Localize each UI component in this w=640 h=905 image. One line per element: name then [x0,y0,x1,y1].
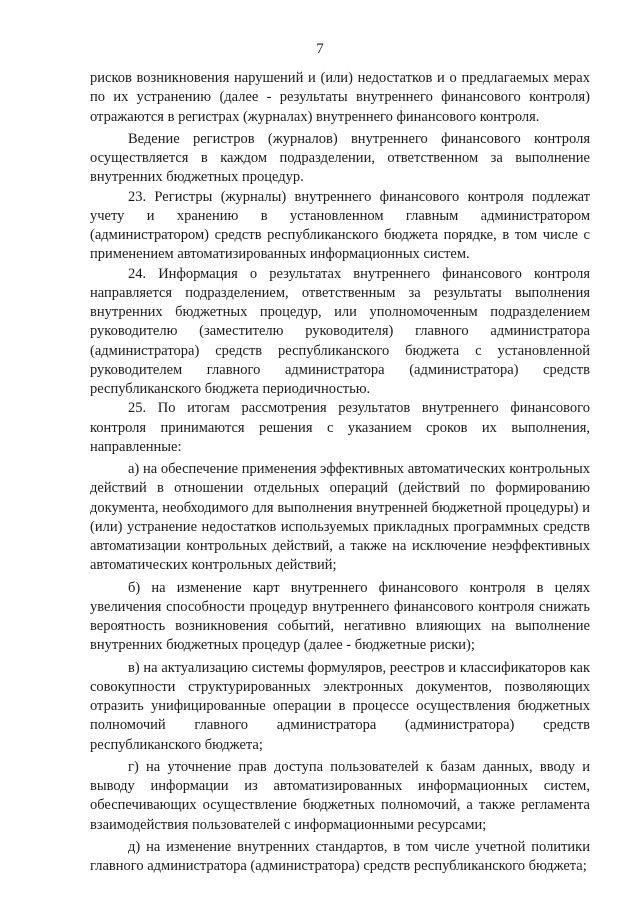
paragraph-registers-maintenance: Ведение регистров (журналов) внутреннего финансового контроля осуществляется в каждом подразделении, ответственном за выполнение внутренних бюджетных процедур. [90,130,590,186]
paragraph-subitem-g: г) на уточнение прав доступа пользователей к базам данных, вводу и выводу информации из автоматизированных информационных систем, обеспечивающих осуществление бюджетных полномочий, а также регламента взаимодействия пользователей с информационными ресурсами; [90,758,590,833]
document-body [90,69,590,876]
paragraph-subitem-d: д) на изменение внутренних стандартов, в том числе учетной политики главного администратора (администратора) средств республиканского бюджета; [90,838,590,874]
paragraph-subitem-v: в) на актуализацию системы формуляров, реестров и классификаторов как совокупности структурированных электронных документов, позволяющих отразить унифицированные операции в процессе осуществления бюджетных полномочий главного администратора (администратора) средств республиканского бюджета; [90,659,590,753]
paragraph-item-25: 25. По итогам рассмотрения результатов внутреннего финансового контроля принимаются решения с указанием сроков их выполнения, направленные: [90,400,590,455]
paragraph-item-24: 24. Информация о результатах внутреннего финансового контроля направляется подразделением, ответственным за результаты выполнения внутренних бюджетных процедур, или уполномоченным подразделением руководителю (заместителю руководителя) главного администратора (администратора) средств республиканского бюджета с установленной руководителем главного администратора (администратора) средств республиканского бюджета периодичностью. [90,265,590,397]
paragraph-item-23: 23. Регистры (журналы) внутреннего финансового контроля подлежат учету и хранению в установленном главным администратором (администратором) средств республиканского бюджета порядке, в том числе с применением автоматизированных информационных систем. [90,188,590,263]
paragraph-subitem-a: а) на обеспечение применения эффективных автоматических контрольных действий в отношении отдельных операций (действий по формированию документа, необходимого для выполнения внутренней бюджетной процедуры) и (или) устранение недостатков используемых прикладных программных средств автоматизации контрольных действий, а также на исключение неэффективных автоматических контрольных действий; [90,461,590,574]
paragraph-subitem-b: б) на изменение карт внутреннего финансового контроля в целях увеличения способности процедур внутреннего финансового контроля снижать вероятность возникновения событий, негативно влияющих на выполнение внутренних бюджетных процедур (далее - бюджетные риски); [90,579,590,654]
page-number: 7 [316,41,324,57]
paragraph-continuation-risks: рисков возникновения нарушений и (или) недостатков и о предлагаемых мерах по их устранению (далее - результаты внутреннего финансового контроля) отражаются в регистрах (журналах) внутреннего финансового контроля. [90,70,590,125]
